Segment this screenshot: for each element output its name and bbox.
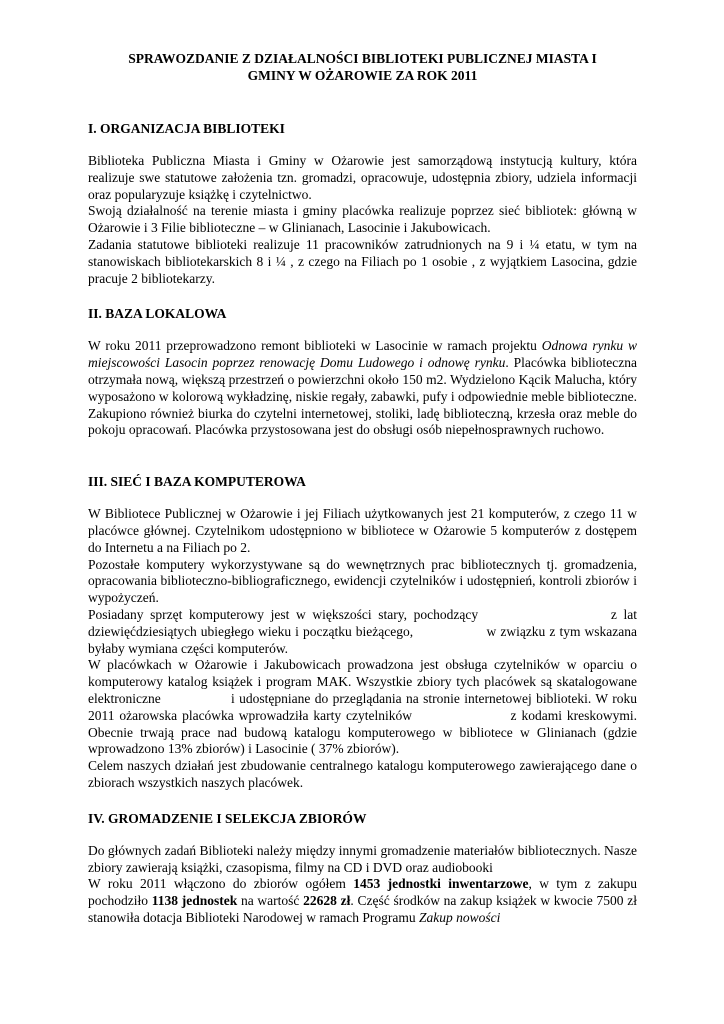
section-4-purchased-units: 1138 jednostek <box>151 893 238 909</box>
section-3-paragraph-5: Celem naszych działań jest zbudowanie centralnego katalogu komputerowego zawierającego dane o zbiorach wszystkich naszych placówek. <box>88 758 637 790</box>
section-1-paragraph-1: Biblioteka Publiczna Miasta i Gminy w Ożarowie jest samorządową instytucją kultury, która realizuje swe statutowe założenia tzn. gromadzi, opracowuje, udostępnia zbiory, udziela informacji oraz popularyzuje książkę i czytelnictwo. <box>88 153 637 202</box>
section-4-paragraph-1: Do głównych zadań Biblioteki należy między innymi gromadzenie materiałów bibliotecznych. Nasze zbiory zawierają książki, czasopisma, filmy na CD i DVD oraz audiobooki <box>88 842 637 875</box>
title-line-1: SPRAWOZDANIE Z DZIAŁALNOŚCI BIBLIOTEKI PUBLICZNEJ MIASTA I <box>128 51 597 66</box>
section-4-program-name: Zakup nowości <box>419 909 501 925</box>
section-2-project-name: Odnowa rynku w miejscowości Lasocin poprzez renowację Domu Ludowego i odnowę rynku <box>88 338 638 371</box>
section-4-text-b: , w tym z zakupu pochodziło <box>88 876 637 909</box>
section-2-paragraph-1 <box>88 338 637 439</box>
title-line-2: GMINY W OŻAROWIE ZA ROK 2011 <box>247 68 478 83</box>
section-4-total-units: 1453 jednostki inwentarzowe <box>353 876 529 892</box>
section-4-heading: IV. GROMADZENIE I SELEKCJA ZBIORÓW <box>88 810 367 826</box>
section-4-text-c: na wartość <box>237 893 304 909</box>
section-3-paragraph-1: W Bibliotece Publicznej w Ożarowie i jej Filiach użytkowanych jest 21 komputerów, z czego 11 w placówce głównej. Czytelnikom udostępniono w bibliotece w Ożarowie 5 komputerów z dostępem do Internetu a na Filiach po 2. <box>88 506 637 555</box>
section-4-paragraph-2 <box>88 876 637 926</box>
section-3-paragraph-3: Posiadany sprzęt komputerowy jest w większości stary, pochodzący z lat dziewięćdziesiątych ubiegłego wieku i początku bieżącego, w związku z tym wskazana byłaby wymiana części komputerów. <box>88 606 641 656</box>
section-2-text-b: . Placówka biblioteczna otrzymała nową, większą przestrzeń o powierzchni około 150 m2. Wydzielono Kącik Malucha, który wyposażono w kolorową wykładzinę, niskie regały, zabawki, pufy i odpowiednie meble biblioteczne. Zakupiono również biurka do czytelni internetowej, stoliki, ladę biblioteczną, krzesła oraz meble do pokoju opracowań. Placówka przystosowana jest do obsługi osób niepełnosprawnych ruchowo. <box>88 355 637 438</box>
section-3-paragraph-2: Pozostałe komputery wykorzystywane są do wewnętrznych prac bibliotecznych tj. gromadzenia, opracowania biblioteczno-bibliograficznego, ewidencji czytelników i udostępnień, kontroli zbiorów i wypożyczeń. <box>88 556 637 606</box>
section-1-paragraph-3: Zadania statutowe biblioteki realizuje 11 pracowników zatrudnionych na 9 i ¼ etatu, w tym na stanowiskach bibliotekarskich 8 i ¼ , z czego na Filiach po 1 osobie , z wyjątkiem Lasocina, gdzie pracuje 2 bibliotekarzy. <box>88 236 637 286</box>
section-1-paragraph-2: Swoją działalność na terenie miasta i gminy placówka realizuje poprzez sieć bibliotek: główną w Ożarowie i 3 Filie biblioteczne – w Glinianach, Lasocinie i Jakubowicach. <box>88 203 637 236</box>
section-4-value: 22628 zł <box>303 893 351 909</box>
section-4-text-d: . Część środków na zakup książek w kwocie 7500 zł stanowiła dotacja Biblioteki Narodowej w ramach Programu <box>88 893 637 925</box>
section-1-heading: I. ORGANIZACJA BIBLIOTEKI <box>88 121 285 136</box>
section-3-paragraph-4: W placówkach w Ożarowie i Jakubowicach prowadzona jest obsługa czytelników w oparciu o komputerowy katalog książek i program MAK. Wszystkie zbiory tych placówek są skatalogowane elektroniczne i udostępniane do przeglądania na stronie internetowej biblioteki. W roku 2011 ożarowska placówka wprowadziła karty czytelników z kodami kreskowymi. Obecnie trwają prace nad budową katalogu komputerowego w bibliotece w Glinianach (gdzie wprowadzono 13% zbiorów) i Lasocinie ( 37% zbiorów). <box>88 657 641 757</box>
section-4-text-a: W roku 2011 włączono do zbiorów ogółem <box>88 876 354 892</box>
section-3-heading: III. SIEĆ I BAZA KOMPUTEROWA <box>88 474 306 490</box>
section-2-heading: II. BAZA LOKALOWA <box>88 306 227 322</box>
document-title <box>88 50 637 84</box>
section-2-text-a: W roku 2011 przeprowadzono remont biblioteki w Lasocinie w ramach projektu <box>88 338 542 354</box>
